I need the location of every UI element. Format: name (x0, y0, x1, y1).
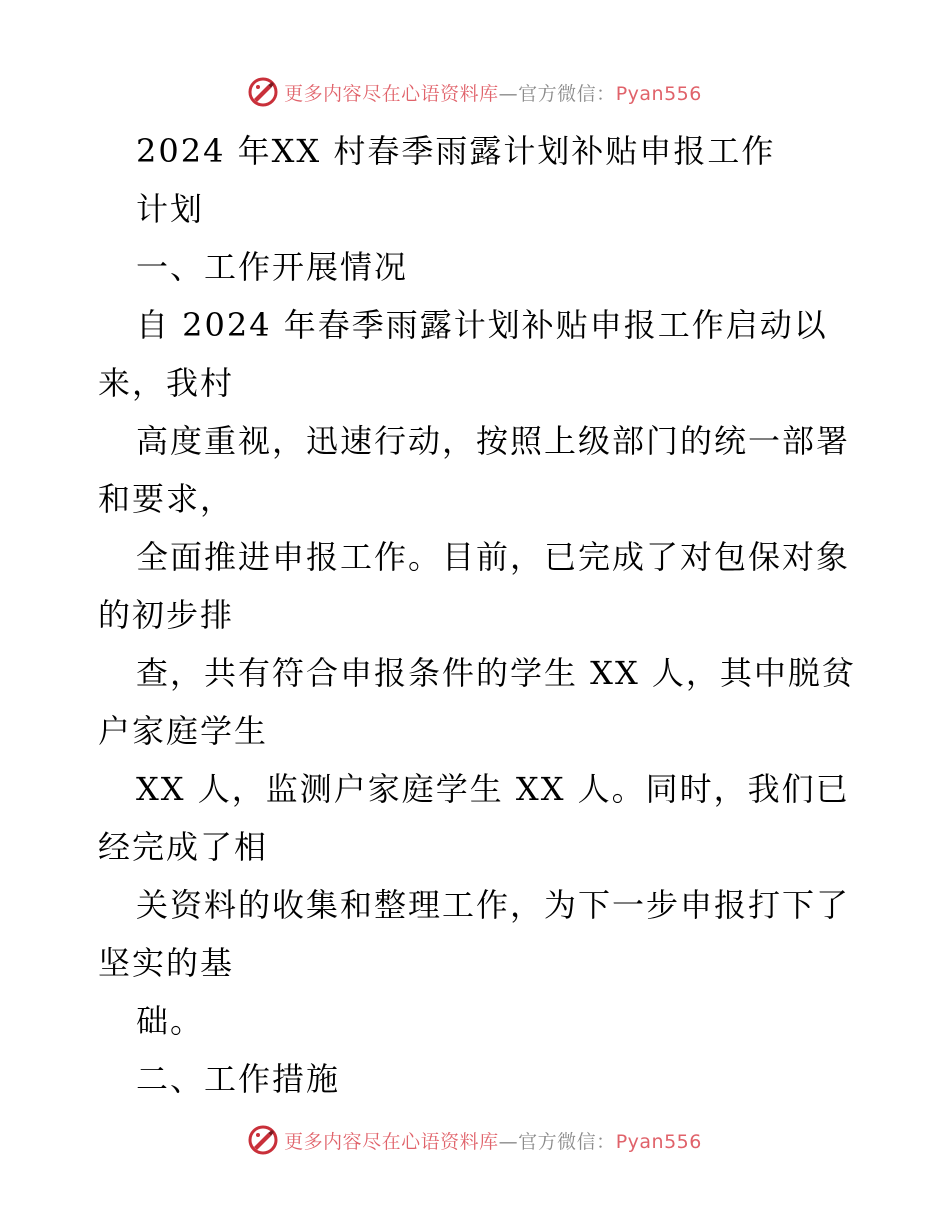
footer-watermark-text (284, 1127, 702, 1154)
paragraph-line: 自 2024 年春季雨露计划补贴申报工作启动以 (136, 306, 828, 344)
paragraph-line: 全面推进申报工作。目前，已完成了对包保对象 (136, 538, 851, 576)
section-heading-2: 二、工作措施 (136, 1060, 341, 1098)
footer-watermark-id: Pyan556 (615, 1130, 702, 1153)
paragraph-line: 查，共有符合申报条件的学生 XX 人，其中脱贫 (136, 654, 856, 692)
paragraph-line: 坚实的基 (98, 944, 235, 982)
header-watermark-main: 更多内容尽在心语资料库 (284, 82, 499, 105)
header-watermark-text (284, 79, 702, 106)
footer-watermark-separator: —官方微信： (498, 1130, 616, 1153)
footer-watermark-banner (0, 1120, 950, 1160)
doc-title-line-1: 2024 年XX 村春季雨露计划补贴申报工作 (136, 132, 776, 170)
paragraph-line: 来，我村 (98, 364, 235, 402)
paragraph-line: 和要求， (98, 480, 235, 518)
paragraph-line: 关资料的收集和整理工作，为下一步申报打下了 (136, 886, 851, 924)
footer-watermark-main: 更多内容尽在心语资料库 (284, 1130, 499, 1153)
paragraph-line: 础。 (136, 1002, 205, 1040)
section-heading-1: 一、工作开展情况 (136, 248, 409, 286)
paragraph-line: 的初步排 (98, 596, 235, 634)
header-watermark-separator: —官方微信： (498, 82, 616, 105)
header-watermark-banner (0, 72, 950, 112)
doc-title-line-2: 计划 (136, 190, 205, 228)
paragraph-line: 经完成了相 (98, 828, 269, 866)
pen-logo-icon (248, 1125, 278, 1155)
paragraph-line: XX 人，监测户家庭学生 XX 人。同时，我们已 (136, 770, 850, 808)
paragraph-line: 高度重视，迅速行动，按照上级部门的统一部署 (136, 422, 851, 460)
paragraph-line: 户家庭学生 (98, 712, 269, 750)
header-watermark-id: Pyan556 (615, 82, 702, 105)
pen-logo-icon (248, 77, 278, 107)
